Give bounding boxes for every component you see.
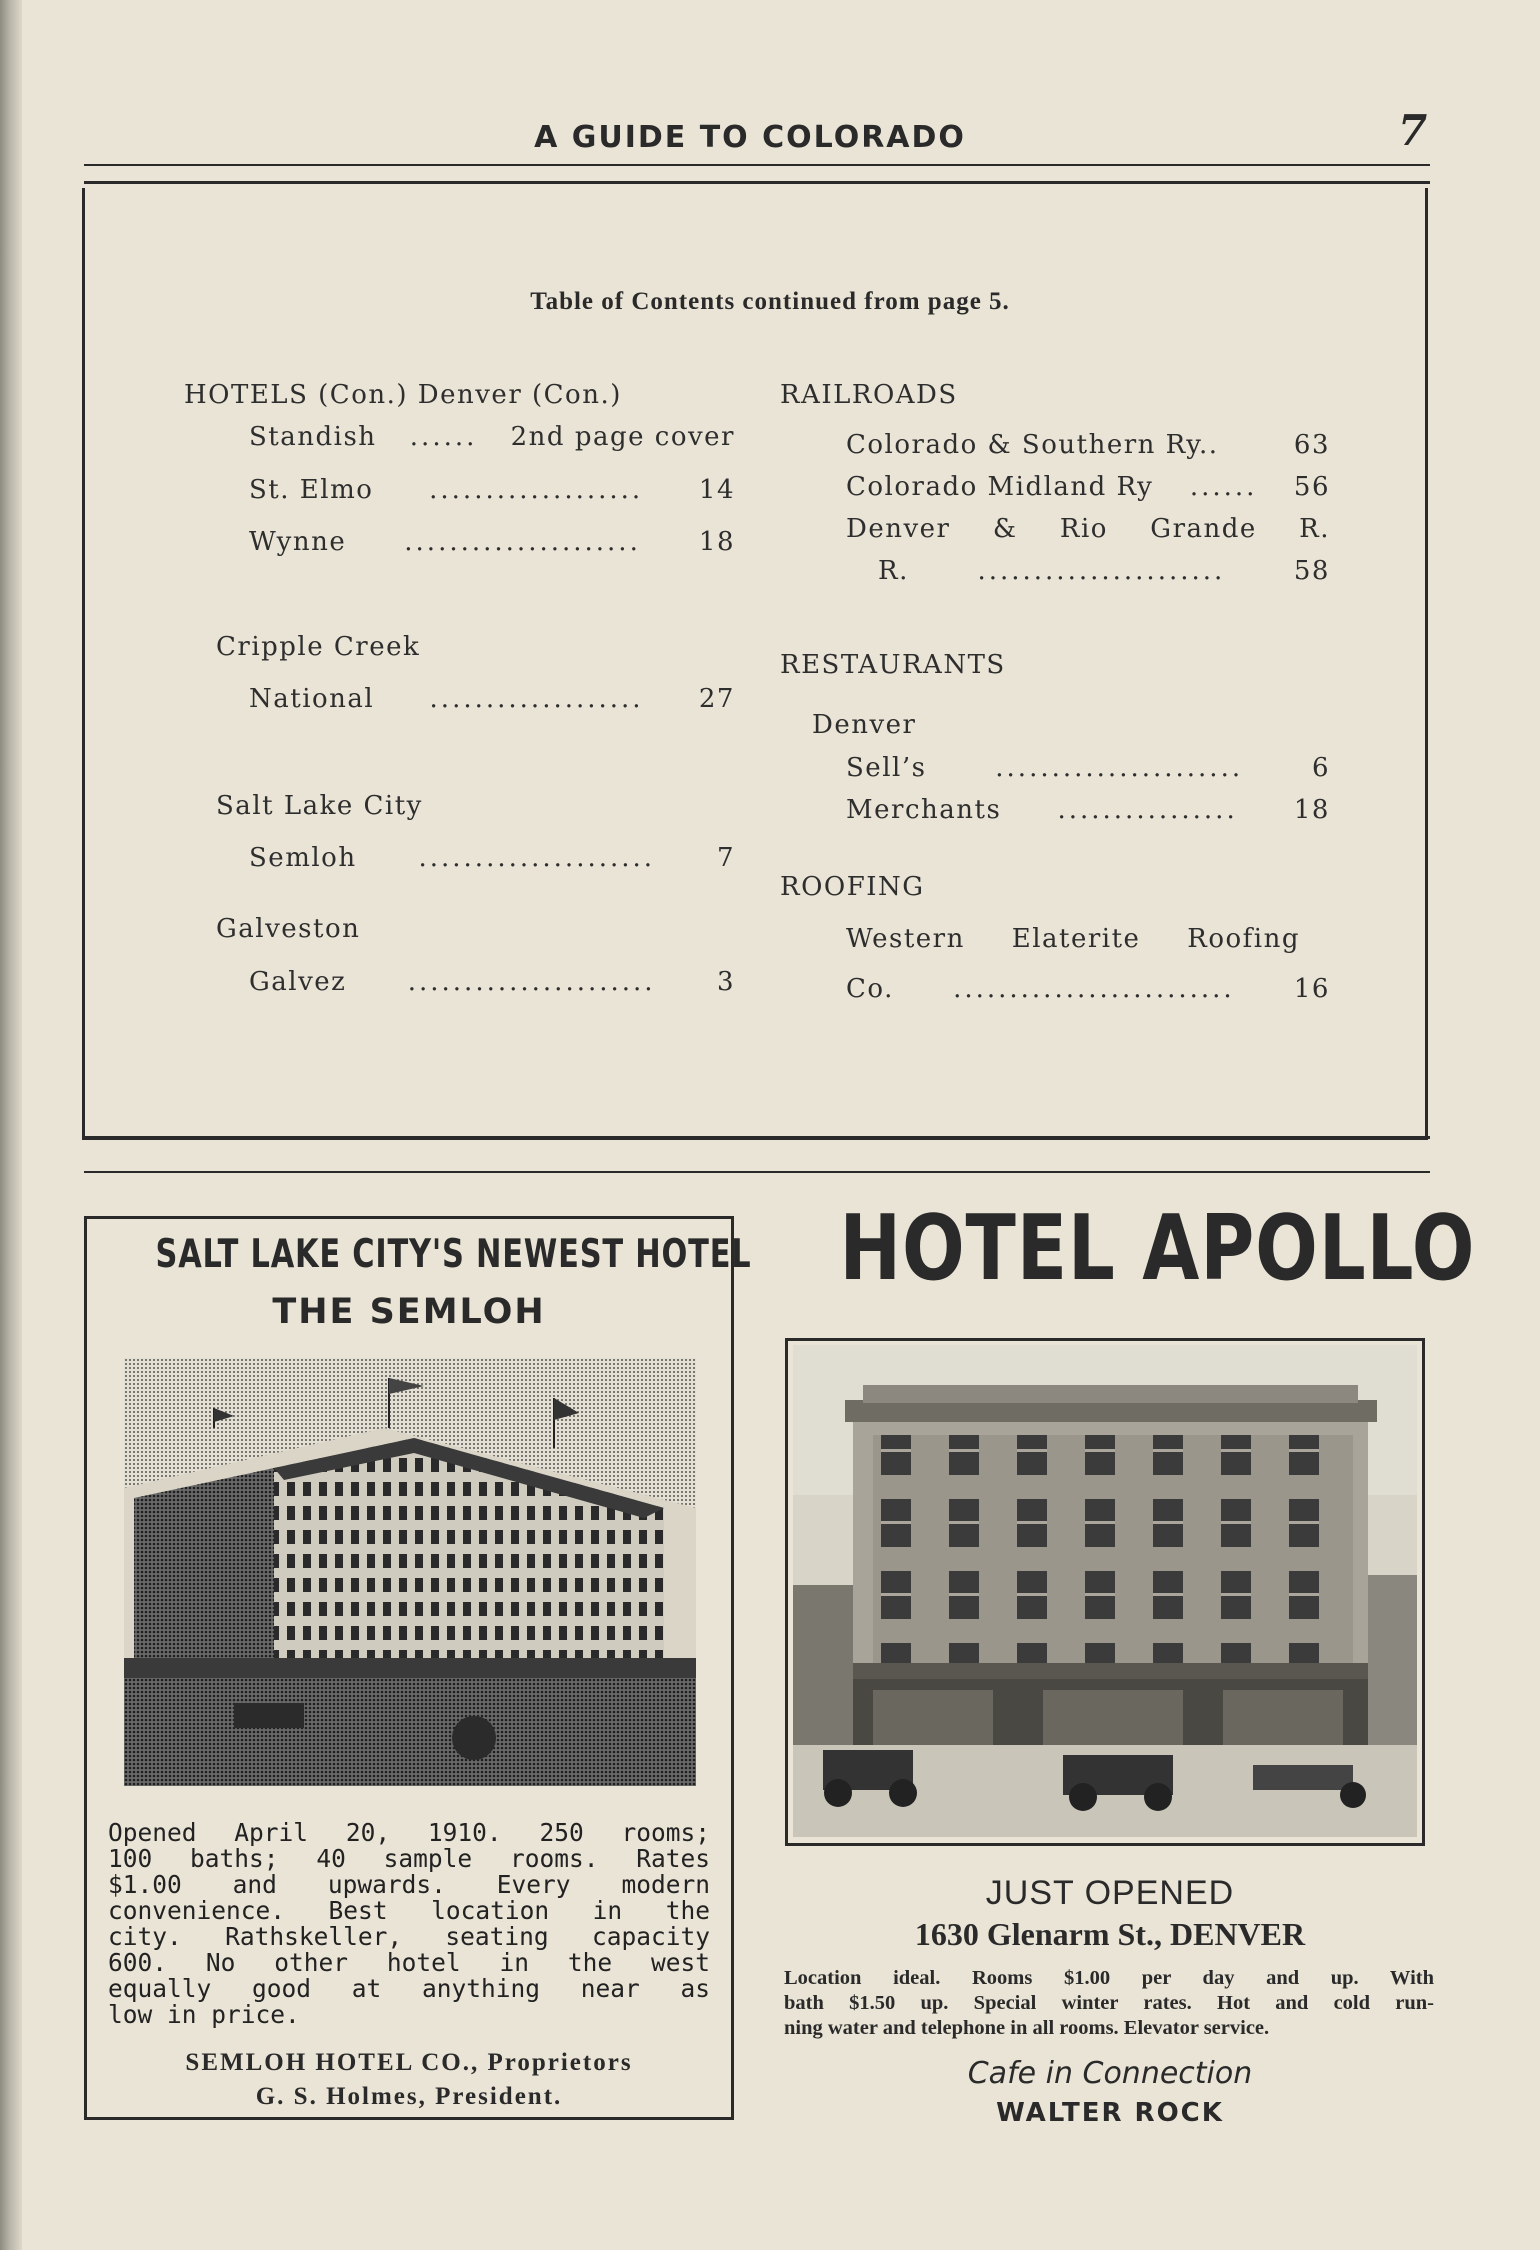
toc-entry-national	[249, 684, 735, 714]
toc-entry-name: Colorado Midland Ry	[846, 472, 1154, 502]
apollo-address: 1630 Glenarm St., DENVER	[914, 1916, 1306, 1952]
toc-entry-page: 18	[1293, 795, 1330, 825]
semloh-body-line: 600. No other hotel in the west	[108, 1948, 710, 1977]
toc-leader-dots: ...................	[429, 475, 644, 505]
semloh-proprietor: SEMLOH HOTEL CO., Proprietors	[185, 2049, 633, 2076]
section-rule-upper	[84, 1136, 1430, 1139]
toc-leader-dots: ......................	[977, 556, 1226, 586]
toc-entry-name: Standish	[249, 422, 377, 452]
toc-leader-dots: ......................	[407, 967, 656, 997]
toc-entry-denver-rio-grande: Denver & Rio Grande R.	[846, 514, 1330, 544]
toc-leader-dots: ...................	[429, 684, 644, 714]
semloh-proprietor-block	[84, 2046, 734, 2114]
page-number: 7	[1398, 106, 1428, 155]
toc-restaurants-heading: RESTAURANTS	[780, 650, 1006, 680]
toc-hotels-heading: HOTELS (Con.) Denver (Con.)	[184, 380, 622, 410]
toc-entry-galvez	[249, 967, 735, 997]
toc-title: Table of Contents continued from page 5.	[530, 288, 1010, 315]
toc-leader-dots: ................	[1057, 795, 1238, 825]
toc-roofing-heading: ROOFING	[780, 872, 925, 902]
toc-denver-heading: Denver	[812, 710, 917, 740]
toc-railroads-heading: RAILROADS	[780, 380, 958, 410]
toc-entry-western-elaterite-cont	[846, 974, 1330, 1004]
apollo-desc-line: Location ideal. Rooms $1.00 per day and up. With	[784, 1967, 1434, 1989]
header-rule-top	[84, 164, 1430, 166]
apollo-description	[784, 1966, 1434, 2041]
toc-entry-name: St. Elmo	[249, 475, 374, 505]
toc-entry-colorado-midland	[846, 472, 1330, 502]
toc-leader-dots: ......	[409, 422, 478, 452]
toc-entry-page: 58	[1293, 556, 1330, 586]
page-gutter-shadow	[0, 0, 22, 2250]
toc-entry-name: Merchants	[846, 795, 1002, 825]
toc-entry-name: Semloh	[249, 843, 357, 873]
header-rule-bottom	[84, 181, 1430, 184]
semloh-headline: SALT LAKE CITY'S NEWEST HOTEL	[155, 1232, 752, 1277]
toc-leader-dots: .........................	[953, 974, 1235, 1004]
toc-leader-dots: ......	[1189, 472, 1258, 502]
toc-entry-page: 56	[1293, 472, 1330, 502]
apollo-desc-line: ning water and telephone in all rooms. Elevator service.	[784, 2017, 1270, 2039]
apollo-cafe: Cafe in Connection	[967, 2056, 1253, 2091]
toc-entry-page: 3	[716, 967, 735, 997]
apollo-desc-line: bath $1.50 up. Special winter rates. Hot and cold run-	[784, 1992, 1434, 2014]
semloh-body-line: 100 baths; 40 sample rooms. Rates	[108, 1844, 710, 1873]
toc-entry-name: Co.	[846, 974, 894, 1004]
toc-entry-page: 14	[698, 475, 735, 505]
toc-leader-dots: ......................	[995, 753, 1244, 783]
semloh-body-line: Opened April 20, 1910. 250 rooms;	[108, 1818, 710, 1847]
semloh-body-line: equally good at anything near as	[108, 1974, 710, 2003]
apollo-proprietor: WALTER ROCK	[996, 2098, 1224, 2128]
semloh-president: G. S. Holmes, President.	[255, 2083, 563, 2110]
apollo-title: HOTEL APOLLO	[839, 1196, 1476, 1301]
semloh-subhead: THE SEMLOH	[272, 1292, 546, 1332]
toc-entry-standish	[249, 422, 735, 452]
toc-entry-name: Wynne	[249, 527, 347, 557]
toc-entry-western-elaterite: Western Elaterite Roofing	[846, 924, 1300, 954]
toc-salt-lake-heading: Salt Lake City	[216, 791, 423, 821]
toc-entry-page: 27	[698, 684, 735, 714]
toc-entry-name: R.	[878, 556, 909, 586]
semloh-body-line: $1.00 and upwards. Every modern	[108, 1870, 710, 1899]
toc-entry-page: 63	[1293, 430, 1330, 460]
toc-leader-dots: .....................	[404, 527, 641, 557]
semloh-body-line: city. Rathskeller, seating capacity	[108, 1922, 710, 1951]
toc-entry-merchants	[846, 795, 1330, 825]
toc-entry-semloh	[249, 843, 735, 873]
toc-entry-page: 2nd page cover	[510, 422, 735, 452]
semloh-body-line: low in price.	[108, 2000, 300, 2029]
semloh-body-line: convenience. Best location in the	[108, 1896, 710, 1925]
toc-leader-dots: .....................	[418, 843, 656, 873]
section-rule-lower	[84, 1171, 1430, 1173]
toc-entry-page: 7	[716, 843, 735, 873]
semloh-hotel-illustration	[124, 1358, 696, 1786]
toc-entry-colorado-southern	[846, 430, 1330, 460]
toc-cripple-creek-heading: Cripple Creek	[216, 632, 421, 662]
toc-galveston-heading: Galveston	[216, 914, 361, 944]
toc-entry-page: 16	[1293, 974, 1330, 1004]
semloh-description	[108, 1820, 710, 2028]
toc-entry-page: 6	[1311, 753, 1330, 783]
toc-entry-denver-rio-grande-cont	[878, 556, 1330, 586]
toc-entry-page: 18	[698, 527, 735, 557]
toc-entry-st-elmo	[249, 475, 735, 505]
toc-entry-name: Galvez	[249, 967, 347, 997]
toc-entry-wynne	[249, 527, 735, 557]
toc-entry-name: Sell’s	[846, 753, 927, 783]
toc-entry-sells	[846, 753, 1330, 783]
running-header-title: A GUIDE TO COLORADO	[534, 120, 966, 155]
toc-entry-name: National	[249, 684, 375, 714]
apollo-hotel-photo	[793, 1345, 1417, 1837]
toc-entry-name: Colorado & Southern Ry..	[846, 430, 1219, 460]
apollo-just-opened: JUST OPENED	[985, 1874, 1235, 1912]
